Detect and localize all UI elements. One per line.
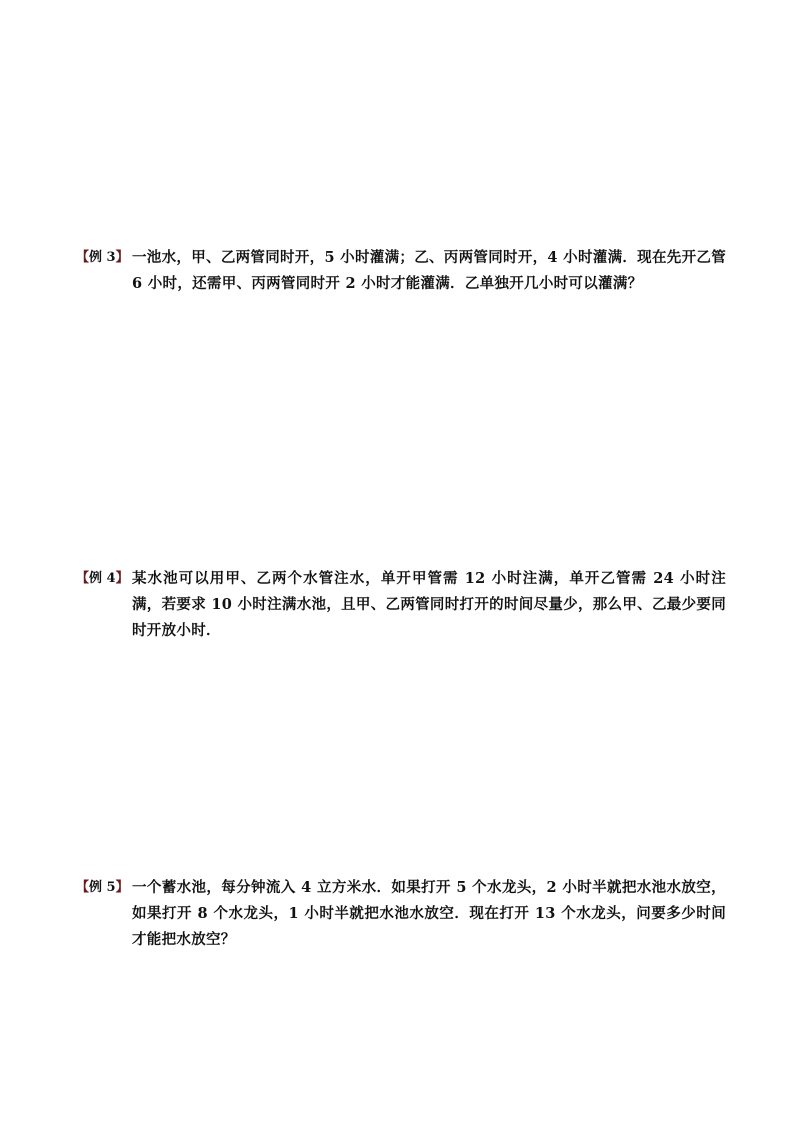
bracket-open: 【 — [76, 250, 90, 265]
problem-example-4 — [76, 566, 726, 644]
problem-number: 例 3 — [89, 250, 116, 265]
problem-text: 一池水，甲、乙两管同时开，5 小时灌满；乙、丙两管同时开，4 小时灌满．现在先开乙管 6 小时，还需甲、丙两管同时开 2 小时才能灌满．乙单独开几小时可以灌满？ — [132, 249, 726, 292]
problem-label — [76, 875, 132, 901]
problem-example-3 — [76, 245, 726, 297]
bracket-close: 】 — [115, 250, 129, 265]
bracket-close: 】 — [115, 571, 129, 586]
bracket-open: 【 — [76, 571, 90, 586]
bracket-close: 】 — [115, 880, 129, 895]
bracket-open: 【 — [76, 880, 90, 895]
problem-label — [76, 245, 132, 271]
problem-number: 例 4 — [89, 571, 116, 586]
problem-example-5 — [76, 875, 726, 953]
problem-number: 例 5 — [89, 880, 116, 895]
problem-text: 某水池可以用甲、乙两个水管注水，单开甲管需 12 小时注满，单开乙管需 24 小时注满，若要求 10 小时注满水池，且甲、乙两管同时打开的时间尽量少，那么甲、乙最少要同时开放小时． — [132, 570, 726, 639]
problem-label — [76, 566, 132, 592]
problem-text: 一个蓄水池，每分钟流入 4 立方米水．如果打开 5 个水龙头，2 小时半就把水池水放空，如果打开 8 个水龙头，1 小时半就把水池水放空．现在打开 13 个水龙头，问要多少时间才能把水放空？ — [132, 879, 726, 948]
